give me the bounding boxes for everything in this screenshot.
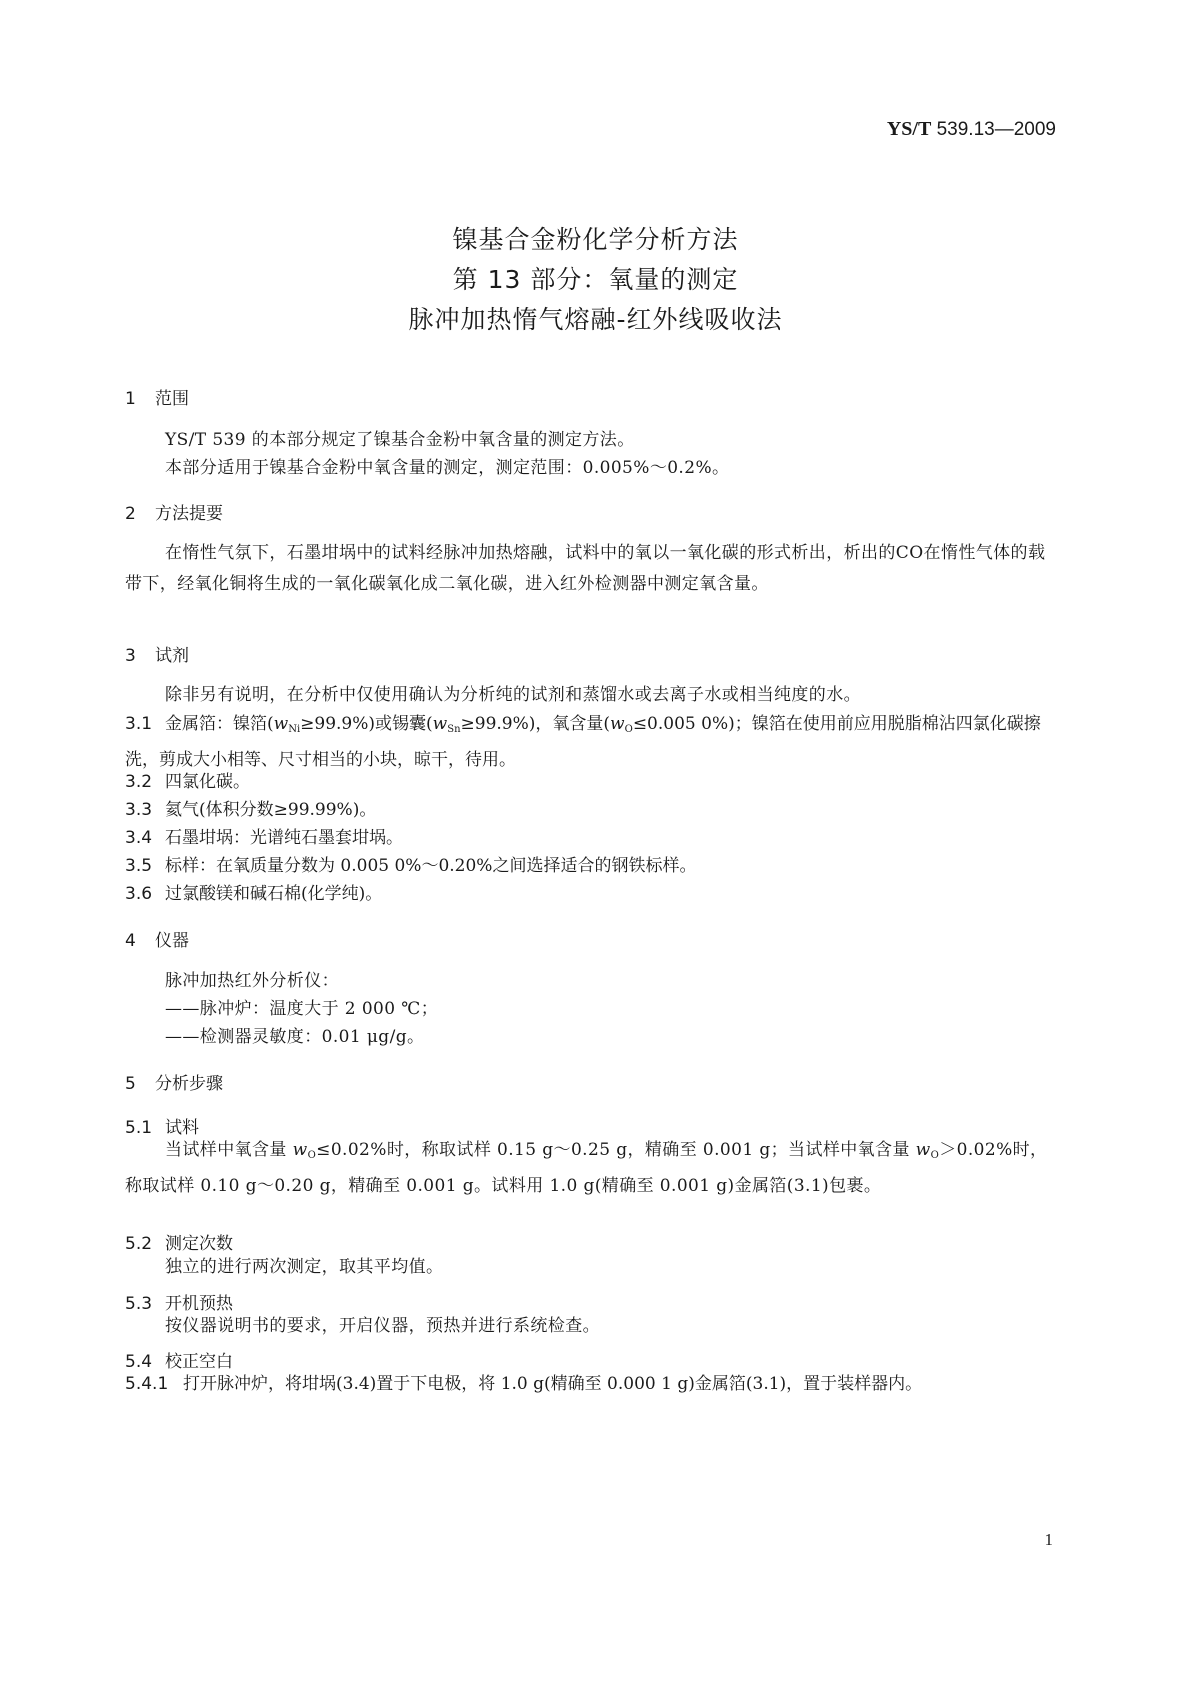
section-number: 2 bbox=[125, 504, 136, 524]
subsection-number: 5.1 bbox=[125, 1118, 153, 1138]
item-5-4-1 bbox=[125, 1369, 1060, 1399]
section-title: 仪器 bbox=[155, 931, 189, 951]
subsection-title: 试料 bbox=[165, 1118, 199, 1138]
section-1-paragraph-1: YS/T 539 的本部分规定了镍基合金粉中氧含量的测定方法。 bbox=[165, 430, 635, 450]
subscript: O bbox=[307, 1150, 317, 1161]
subscript: Sn bbox=[447, 724, 461, 735]
item-text: 打开脉冲炉，将坩埚(3.4)置于下电极，将 1.0 g(精确至 0.000 1 g)金属箔(3.1)，置于装样器内。 bbox=[183, 1374, 923, 1394]
text: ≤0.005 0%)；镍箔在使用前应用脱脂棉沾四氯化碳擦洗，剪成大小相等、尺寸相当的小块，晾干，待用。 bbox=[125, 714, 1041, 770]
section-4-list-item-2: ——检测器灵敏度：0.01 μg/g。 bbox=[165, 1027, 425, 1047]
symbol-w: w bbox=[273, 714, 289, 734]
item-number: 3.2 bbox=[125, 772, 153, 792]
item-text: 四氯化碳。 bbox=[165, 772, 250, 792]
item-3-4 bbox=[125, 823, 1060, 853]
section-title: 分析步骤 bbox=[155, 1074, 223, 1094]
subsection-title: 校正空白 bbox=[165, 1352, 233, 1372]
subsection-5-2-heading bbox=[125, 1229, 233, 1254]
standard-number bbox=[887, 118, 1056, 141]
document-title bbox=[0, 220, 1191, 340]
item-3-6 bbox=[125, 879, 1060, 909]
section-2-heading bbox=[125, 499, 223, 524]
section-title: 试剂 bbox=[155, 646, 189, 666]
text: 当试样中氧含量 bbox=[165, 1140, 293, 1160]
title-line-1: 镍基合金粉化学分析方法 bbox=[452, 225, 739, 254]
section-title: 方法提要 bbox=[155, 504, 223, 524]
item-3-3 bbox=[125, 795, 1060, 825]
section-3-intro: 除非另有说明，在分析中仅使用确认为分析纯的试剂和蒸馏水或去离子水或相当纯度的水。 bbox=[165, 685, 861, 705]
section-1-paragraph-2: 本部分适用于镍基合金粉中氧含量的测定，测定范围：0.005%～0.2%。 bbox=[165, 458, 730, 478]
section-4-intro: 脉冲加热红外分析仪： bbox=[165, 971, 339, 991]
section-title: 范围 bbox=[155, 389, 189, 409]
item-text: 氦气(体积分数≥99.99%)。 bbox=[165, 800, 377, 820]
item-3-1 bbox=[125, 709, 1060, 775]
title-line-2: 第 13 部分：氧量的测定 bbox=[452, 265, 739, 294]
text: ＞0.02%时，称取试样 0.10 g～0.20 g，精确至 0.001 g。试料用 1.0 g(精确至 0.001 g)金属箔(3.1)包裹。 bbox=[125, 1140, 1048, 1196]
text: ≤0.02%时，称取试样 0.15 g～0.25 g，精确至 0.001 g；当试样中氧含量 bbox=[316, 1140, 916, 1160]
section-1-heading bbox=[125, 384, 189, 409]
section-number: 1 bbox=[125, 389, 136, 409]
page-number: 1 bbox=[1044, 1530, 1053, 1549]
section-number: 4 bbox=[125, 931, 136, 951]
section-4-list-item-1: ——脉冲炉：温度大于 2 000 ℃； bbox=[165, 999, 439, 1019]
section-number: 3 bbox=[125, 646, 136, 666]
item-text: 过氯酸镁和碱石棉(化学纯)。 bbox=[165, 884, 383, 904]
symbol-w: w bbox=[915, 1140, 931, 1160]
symbol-w: w bbox=[432, 714, 448, 734]
subsection-number: 5.3 bbox=[125, 1294, 153, 1314]
item-3-5 bbox=[125, 851, 1060, 881]
subscript: O bbox=[624, 724, 633, 735]
item-number: 3.6 bbox=[125, 884, 153, 904]
subsection-5-2-paragraph: 独立的进行两次测定，取其平均值。 bbox=[165, 1257, 444, 1277]
subsection-title: 开机预热 bbox=[165, 1294, 233, 1314]
item-number: 3.3 bbox=[125, 800, 153, 820]
text: ≥99.9%)或锡囊( bbox=[300, 714, 433, 734]
item-number: 3.1 bbox=[125, 714, 153, 734]
item-text: 石墨坩埚：光谱纯石墨套坩埚。 bbox=[165, 828, 403, 848]
standard-id: 539.13—2009 bbox=[936, 119, 1056, 140]
subsection-5-3-paragraph: 按仪器说明书的要求，开启仪器，预热并进行系统检查。 bbox=[165, 1316, 600, 1336]
symbol-w: w bbox=[610, 714, 625, 734]
standard-code: YS/T bbox=[886, 118, 932, 140]
text: 金属箔：镍箔( bbox=[165, 714, 274, 734]
item-text: 标样：在氧质量分数为 0.005 0%～0.20%之间选择适合的钢铁标样。 bbox=[165, 856, 697, 876]
subscript: Ni bbox=[288, 724, 301, 735]
item-3-2 bbox=[125, 767, 1060, 797]
symbol-w: w bbox=[292, 1140, 308, 1160]
section-5-heading bbox=[125, 1069, 223, 1094]
subsection-title: 测定次数 bbox=[165, 1234, 233, 1254]
text: ≥99.9%)，氧含量( bbox=[460, 714, 611, 734]
section-number: 5 bbox=[125, 1074, 136, 1094]
section-4-heading bbox=[125, 926, 189, 951]
subscript: O bbox=[930, 1150, 940, 1161]
section-3-heading bbox=[125, 641, 189, 666]
item-number: 3.4 bbox=[125, 828, 153, 848]
item-number: 5.4.1 bbox=[125, 1374, 169, 1394]
subsection-number: 5.2 bbox=[125, 1234, 153, 1254]
title-line-3: 脉冲加热惰气熔融-红外线吸收法 bbox=[408, 305, 783, 334]
item-number: 3.5 bbox=[125, 856, 153, 876]
section-2-paragraph: 在惰性气氛下，石墨坩埚中的试料经脉冲加热熔融，试料中的氧以一氧化碳的形式析出，析出的CO在惰性气体的载带下，经氧化铜将生成的一氧化碳氧化成二氧化碳，进入红外检测器中测定氧含量。 bbox=[125, 543, 1046, 594]
subsection-number: 5.4 bbox=[125, 1352, 153, 1372]
subsection-5-1-paragraph bbox=[125, 1135, 1060, 1202]
